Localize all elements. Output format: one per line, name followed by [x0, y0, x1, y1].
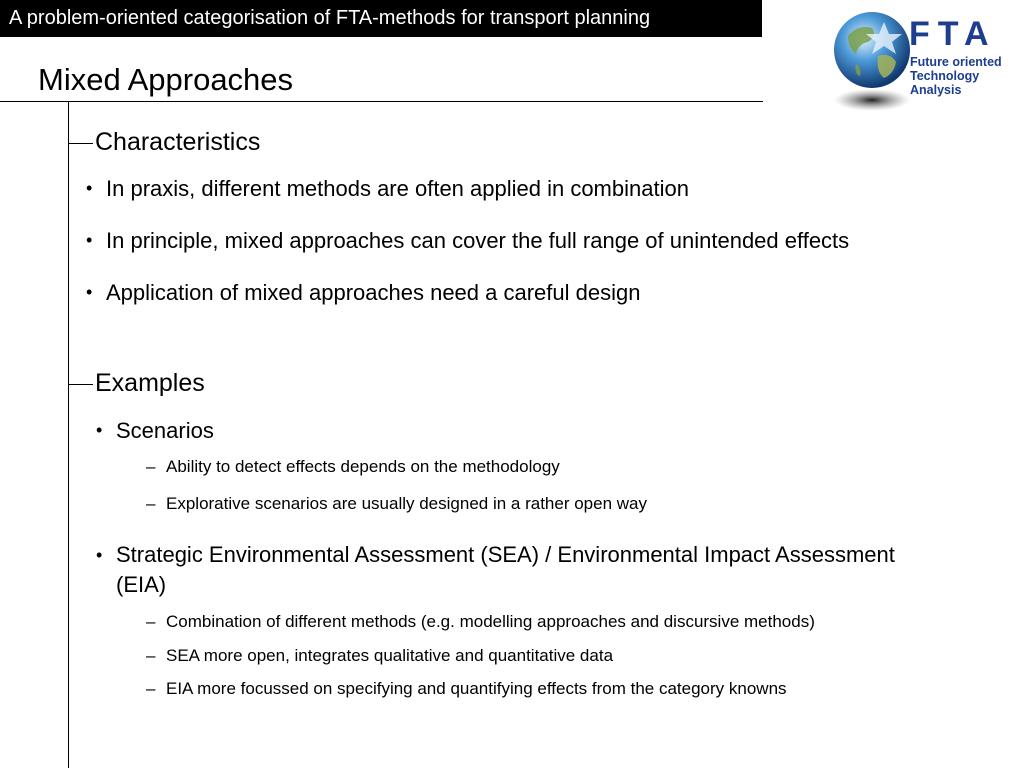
bullet-glyph: •: [86, 282, 93, 302]
logo-tagline: [910, 55, 1002, 97]
sub-bullet-text: EIA more focussed on specifying and quantifying effects from the category knowns: [166, 679, 787, 698]
bullet-glyph: •: [96, 420, 103, 440]
example-item: [96, 540, 916, 600]
sub-bullet-text: Explorative scenarios are usually designed in a rather open way: [166, 494, 647, 513]
sub-bullet-item: [146, 456, 560, 478]
bullet-glyph: •: [96, 545, 103, 565]
section-heading-characteristics: Characteristics: [95, 128, 261, 156]
bullet-item: [86, 278, 1006, 307]
dash-glyph: –: [146, 494, 156, 513]
example-label: Scenarios: [116, 418, 214, 443]
sub-bullet-item: [146, 645, 613, 667]
dash-glyph: –: [146, 612, 156, 631]
dash-glyph: –: [146, 646, 156, 665]
title-divider: [0, 101, 763, 102]
outline-branch-examples: [69, 384, 93, 385]
section-heading-examples: Examples: [95, 369, 205, 397]
bullet-text: In principle, mixed approaches can cover the full range of unintended effects: [106, 228, 850, 253]
sub-bullet-text: Combination of different methods (e.g. modelling approaches and discursive methods): [166, 612, 815, 631]
header-banner: A problem-oriented categorisation of FTA-methods for transport planning: [0, 0, 762, 37]
sub-bullet-text: SEA more open, integrates qualitative and quantitative data: [166, 646, 614, 665]
logo-tagline-line: Analysis: [910, 83, 962, 97]
outline-vertical-line: [68, 102, 69, 768]
bullet-text: In praxis, different methods are often applied in combination: [106, 176, 689, 201]
sub-bullet-text: Ability to detect effects depends on the methodology: [166, 457, 560, 476]
example-item: [96, 416, 996, 445]
logo-tagline-line: Future oriented: [910, 55, 1002, 69]
sub-bullet-item: [146, 678, 787, 700]
dash-glyph: –: [146, 457, 156, 476]
sub-bullet-item: [146, 493, 647, 515]
bullet-glyph: •: [86, 230, 93, 250]
sub-bullet-item: [146, 611, 815, 633]
page-title: Mixed Approaches: [38, 62, 294, 97]
example-label: Strategic Environmental Assessment (SEA) / Environmental Impact Assessment (EIA): [116, 542, 895, 597]
logo-tagline-line: Technology: [910, 69, 980, 83]
bullet-item: [86, 174, 1006, 203]
bullet-item: [86, 226, 1006, 255]
bullet-text: Application of mixed approaches need a careful design: [106, 280, 641, 305]
logo-letters: FTA: [909, 15, 997, 53]
dash-glyph: –: [146, 679, 156, 698]
bullet-glyph: •: [86, 178, 93, 198]
outline-branch-characteristics: [69, 143, 93, 144]
